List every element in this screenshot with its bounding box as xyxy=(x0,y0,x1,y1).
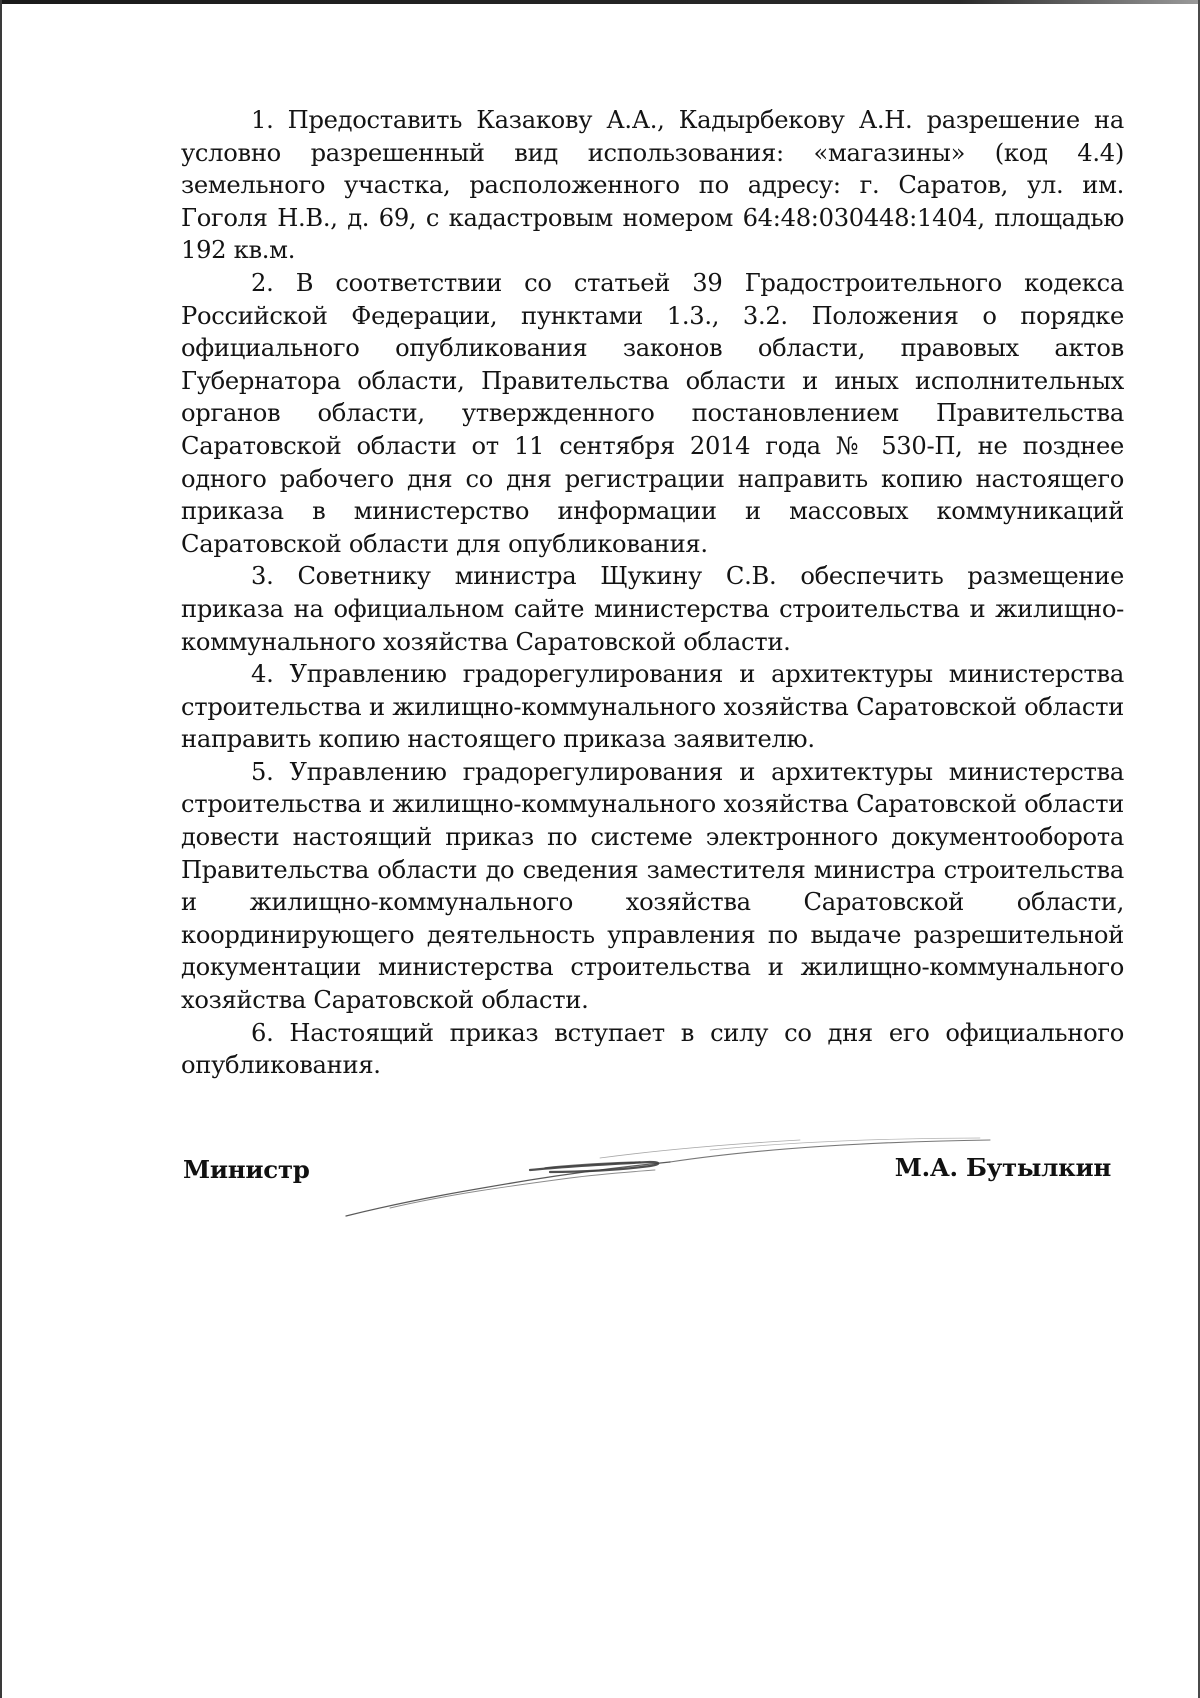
paragraph-3: 3. Советнику министра Щукину С.В. обеспечить размещение приказа на официальном сайте министерства строительства и жилищно-коммунального хозяйства Саратовской области. xyxy=(181,562,1124,656)
signatory-name: М.А. Бутылкин xyxy=(894,1153,1111,1182)
paragraph-6: 6. Настоящий приказ вступает в силу со дня его официального опубликования. xyxy=(181,1018,1124,1080)
signature-block xyxy=(181,1145,1111,1225)
signatory-title: Министр xyxy=(183,1155,310,1184)
paragraph-1: 1. Предоставить Казакову А.А., Кадырбекову А.Н. разрешение на условно разрешенный вид использования: «магазины» (код 4.4) земельного участка, расположенного по адресу: г. Саратов, ул. им. Гоголя Н.В., д. 69, с кадастровым номером 64:48:030448:1404, площадью 192 кв.м. xyxy=(181,106,1124,265)
paragraph-4: 4. Управлению градорегулирования и архитектуры министерства строительства и жилищно-коммунального хозяйства Саратовской области направить копию настоящего приказа заявителю. xyxy=(181,660,1124,754)
paragraph-2: 2. В соответствии со статьей 39 Градостроительного кодекса Российской Федерации, пунктами 1.3., 3.2. Положения о порядке официального опубликования законов области, правовых актов Губернатора области, Правительства области и иных исполнительных органов области, утвержденного постановлением Правительства Саратовской области от 11 сентября 2014 года № 530-П, не позднее одного рабочего дня со дня регистрации направить копию настоящего приказа в министерство информации и массовых коммуникаций Саратовской области для опубликования. xyxy=(181,268,1124,558)
paragraph-5: 5. Управлению градорегулирования и архитектуры министерства строительства и жилищно-коммунального хозяйства Саратовской области довести настоящий приказ по системе электронного документооборота Правительства области до сведения заместителя министра строительства и жилищно-коммунального хозяйства Саратовской области, координирующего деятельность управления по выдаче разрешительной документации министерства строительства и жилищно-коммунального хозяйства Саратовской области. xyxy=(181,757,1124,1015)
document-body xyxy=(181,104,1124,1082)
scan-edge-left xyxy=(0,0,2,1698)
scan-edge-top xyxy=(0,0,1200,4)
